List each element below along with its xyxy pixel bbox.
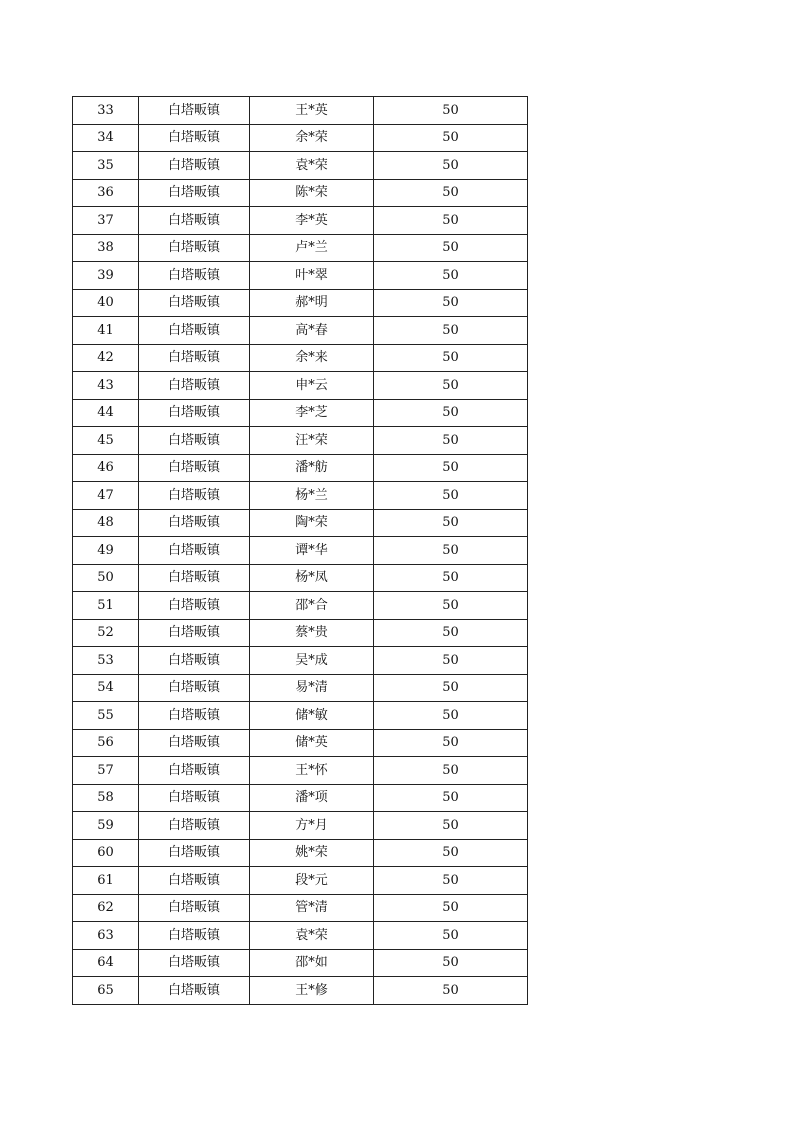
table-row (73, 234, 528, 262)
amount-cell: 50 (374, 592, 528, 620)
serial-number-cell: 62 (73, 894, 139, 922)
town-cell: 白塔畈镇 (139, 812, 250, 840)
table-row (73, 372, 528, 400)
town-cell: 白塔畈镇 (139, 289, 250, 317)
serial-number-cell: 43 (73, 372, 139, 400)
amount-cell: 50 (374, 922, 528, 950)
person-name-cell: 高*春 (250, 317, 374, 345)
town-cell: 白塔畈镇 (139, 482, 250, 510)
table-row (73, 647, 528, 675)
town-cell: 白塔畈镇 (139, 647, 250, 675)
amount-cell: 50 (374, 234, 528, 262)
table-row (73, 702, 528, 730)
town-cell: 白塔畈镇 (139, 592, 250, 620)
person-name-cell: 申*云 (250, 372, 374, 400)
person-name-cell: 李*芝 (250, 399, 374, 427)
town-cell: 白塔畈镇 (139, 234, 250, 262)
serial-number-cell: 49 (73, 537, 139, 565)
table-row (73, 179, 528, 207)
town-cell: 白塔畈镇 (139, 124, 250, 152)
serial-number-cell: 42 (73, 344, 139, 372)
amount-cell: 50 (374, 344, 528, 372)
table-row (73, 344, 528, 372)
person-name-cell: 余*荣 (250, 124, 374, 152)
amount-cell: 50 (374, 317, 528, 345)
town-cell: 白塔畈镇 (139, 922, 250, 950)
amount-cell: 50 (374, 372, 528, 400)
person-name-cell: 郝*明 (250, 289, 374, 317)
table-row (73, 289, 528, 317)
table-row (73, 922, 528, 950)
table-row (73, 152, 528, 180)
person-name-cell: 李*英 (250, 207, 374, 235)
serial-number-cell: 46 (73, 454, 139, 482)
town-cell: 白塔畈镇 (139, 564, 250, 592)
serial-number-cell: 33 (73, 97, 139, 125)
town-cell: 白塔畈镇 (139, 702, 250, 730)
person-name-cell: 谭*华 (250, 537, 374, 565)
amount-cell: 50 (374, 784, 528, 812)
amount-cell: 50 (374, 894, 528, 922)
person-name-cell: 陶*荣 (250, 509, 374, 537)
town-cell: 白塔畈镇 (139, 317, 250, 345)
town-cell: 白塔畈镇 (139, 509, 250, 537)
person-name-cell: 邵*合 (250, 592, 374, 620)
amount-cell: 50 (374, 482, 528, 510)
town-cell: 白塔畈镇 (139, 977, 250, 1005)
table-row (73, 207, 528, 235)
table-row (73, 592, 528, 620)
person-name-cell: 邵*如 (250, 949, 374, 977)
serial-number-cell: 58 (73, 784, 139, 812)
town-cell: 白塔畈镇 (139, 262, 250, 290)
amount-cell: 50 (374, 977, 528, 1005)
amount-cell: 50 (374, 674, 528, 702)
person-name-cell: 陈*荣 (250, 179, 374, 207)
town-cell: 白塔畈镇 (139, 729, 250, 757)
table-row (73, 454, 528, 482)
table-row (73, 812, 528, 840)
person-name-cell: 王*怀 (250, 757, 374, 785)
person-name-cell: 潘*舫 (250, 454, 374, 482)
amount-cell: 50 (374, 812, 528, 840)
amount-cell: 50 (374, 454, 528, 482)
person-name-cell: 潘*项 (250, 784, 374, 812)
town-cell: 白塔畈镇 (139, 152, 250, 180)
person-name-cell: 方*月 (250, 812, 374, 840)
serial-number-cell: 60 (73, 839, 139, 867)
amount-cell: 50 (374, 619, 528, 647)
table-row (73, 757, 528, 785)
serial-number-cell: 50 (73, 564, 139, 592)
table-row (73, 427, 528, 455)
table-row (73, 674, 528, 702)
table-row (73, 784, 528, 812)
town-cell: 白塔畈镇 (139, 454, 250, 482)
person-name-cell: 吴*成 (250, 647, 374, 675)
table-row (73, 977, 528, 1005)
person-name-cell: 王*英 (250, 97, 374, 125)
serial-number-cell: 40 (73, 289, 139, 317)
serial-number-cell: 37 (73, 207, 139, 235)
serial-number-cell: 54 (73, 674, 139, 702)
amount-cell: 50 (374, 647, 528, 675)
person-name-cell: 杨*凤 (250, 564, 374, 592)
town-cell: 白塔畈镇 (139, 894, 250, 922)
amount-cell: 50 (374, 757, 528, 785)
serial-number-cell: 63 (73, 922, 139, 950)
person-name-cell: 汪*荣 (250, 427, 374, 455)
amount-cell: 50 (374, 729, 528, 757)
serial-number-cell: 38 (73, 234, 139, 262)
amount-cell: 50 (374, 702, 528, 730)
town-cell: 白塔畈镇 (139, 619, 250, 647)
town-cell: 白塔畈镇 (139, 179, 250, 207)
amount-cell: 50 (374, 124, 528, 152)
town-cell: 白塔畈镇 (139, 949, 250, 977)
serial-number-cell: 59 (73, 812, 139, 840)
table-row (73, 867, 528, 895)
person-name-cell: 姚*荣 (250, 839, 374, 867)
serial-number-cell: 35 (73, 152, 139, 180)
person-name-cell: 余*来 (250, 344, 374, 372)
person-name-cell: 杨*兰 (250, 482, 374, 510)
serial-number-cell: 55 (73, 702, 139, 730)
table-row (73, 949, 528, 977)
amount-cell: 50 (374, 839, 528, 867)
table-row (73, 399, 528, 427)
amount-cell: 50 (374, 262, 528, 290)
serial-number-cell: 56 (73, 729, 139, 757)
town-cell: 白塔畈镇 (139, 784, 250, 812)
amount-cell: 50 (374, 564, 528, 592)
roster-table (72, 96, 528, 1005)
serial-number-cell: 47 (73, 482, 139, 510)
serial-number-cell: 45 (73, 427, 139, 455)
table-row (73, 894, 528, 922)
amount-cell: 50 (374, 537, 528, 565)
serial-number-cell: 53 (73, 647, 139, 675)
serial-number-cell: 52 (73, 619, 139, 647)
serial-number-cell: 34 (73, 124, 139, 152)
person-name-cell: 王*修 (250, 977, 374, 1005)
town-cell: 白塔畈镇 (139, 537, 250, 565)
table-row (73, 839, 528, 867)
person-name-cell: 段*元 (250, 867, 374, 895)
amount-cell: 50 (374, 427, 528, 455)
town-cell: 白塔畈镇 (139, 674, 250, 702)
amount-cell: 50 (374, 207, 528, 235)
town-cell: 白塔畈镇 (139, 839, 250, 867)
serial-number-cell: 39 (73, 262, 139, 290)
serial-number-cell: 44 (73, 399, 139, 427)
serial-number-cell: 51 (73, 592, 139, 620)
table-row (73, 262, 528, 290)
person-name-cell: 卢*兰 (250, 234, 374, 262)
amount-cell: 50 (374, 949, 528, 977)
amount-cell: 50 (374, 867, 528, 895)
table-row (73, 482, 528, 510)
table-row (73, 619, 528, 647)
amount-cell: 50 (374, 509, 528, 537)
person-name-cell: 储*敏 (250, 702, 374, 730)
serial-number-cell: 61 (73, 867, 139, 895)
table-row (73, 509, 528, 537)
table-row (73, 564, 528, 592)
person-name-cell: 袁*荣 (250, 922, 374, 950)
serial-number-cell: 65 (73, 977, 139, 1005)
town-cell: 白塔畈镇 (139, 757, 250, 785)
person-name-cell: 袁*荣 (250, 152, 374, 180)
town-cell: 白塔畈镇 (139, 207, 250, 235)
amount-cell: 50 (374, 97, 528, 125)
town-cell: 白塔畈镇 (139, 399, 250, 427)
amount-cell: 50 (374, 152, 528, 180)
town-cell: 白塔畈镇 (139, 344, 250, 372)
town-cell: 白塔畈镇 (139, 97, 250, 125)
table-row (73, 317, 528, 345)
town-cell: 白塔畈镇 (139, 867, 250, 895)
person-name-cell: 易*清 (250, 674, 374, 702)
roster-table-body (73, 97, 528, 1005)
person-name-cell: 叶*翠 (250, 262, 374, 290)
table-row (73, 729, 528, 757)
amount-cell: 50 (374, 399, 528, 427)
person-name-cell: 管*清 (250, 894, 374, 922)
table-row (73, 537, 528, 565)
person-name-cell: 储*英 (250, 729, 374, 757)
town-cell: 白塔畈镇 (139, 372, 250, 400)
town-cell: 白塔畈镇 (139, 427, 250, 455)
serial-number-cell: 36 (73, 179, 139, 207)
amount-cell: 50 (374, 289, 528, 317)
table-row (73, 124, 528, 152)
serial-number-cell: 41 (73, 317, 139, 345)
serial-number-cell: 64 (73, 949, 139, 977)
amount-cell: 50 (374, 179, 528, 207)
table-row (73, 97, 528, 125)
serial-number-cell: 48 (73, 509, 139, 537)
serial-number-cell: 57 (73, 757, 139, 785)
person-name-cell: 蔡*贵 (250, 619, 374, 647)
